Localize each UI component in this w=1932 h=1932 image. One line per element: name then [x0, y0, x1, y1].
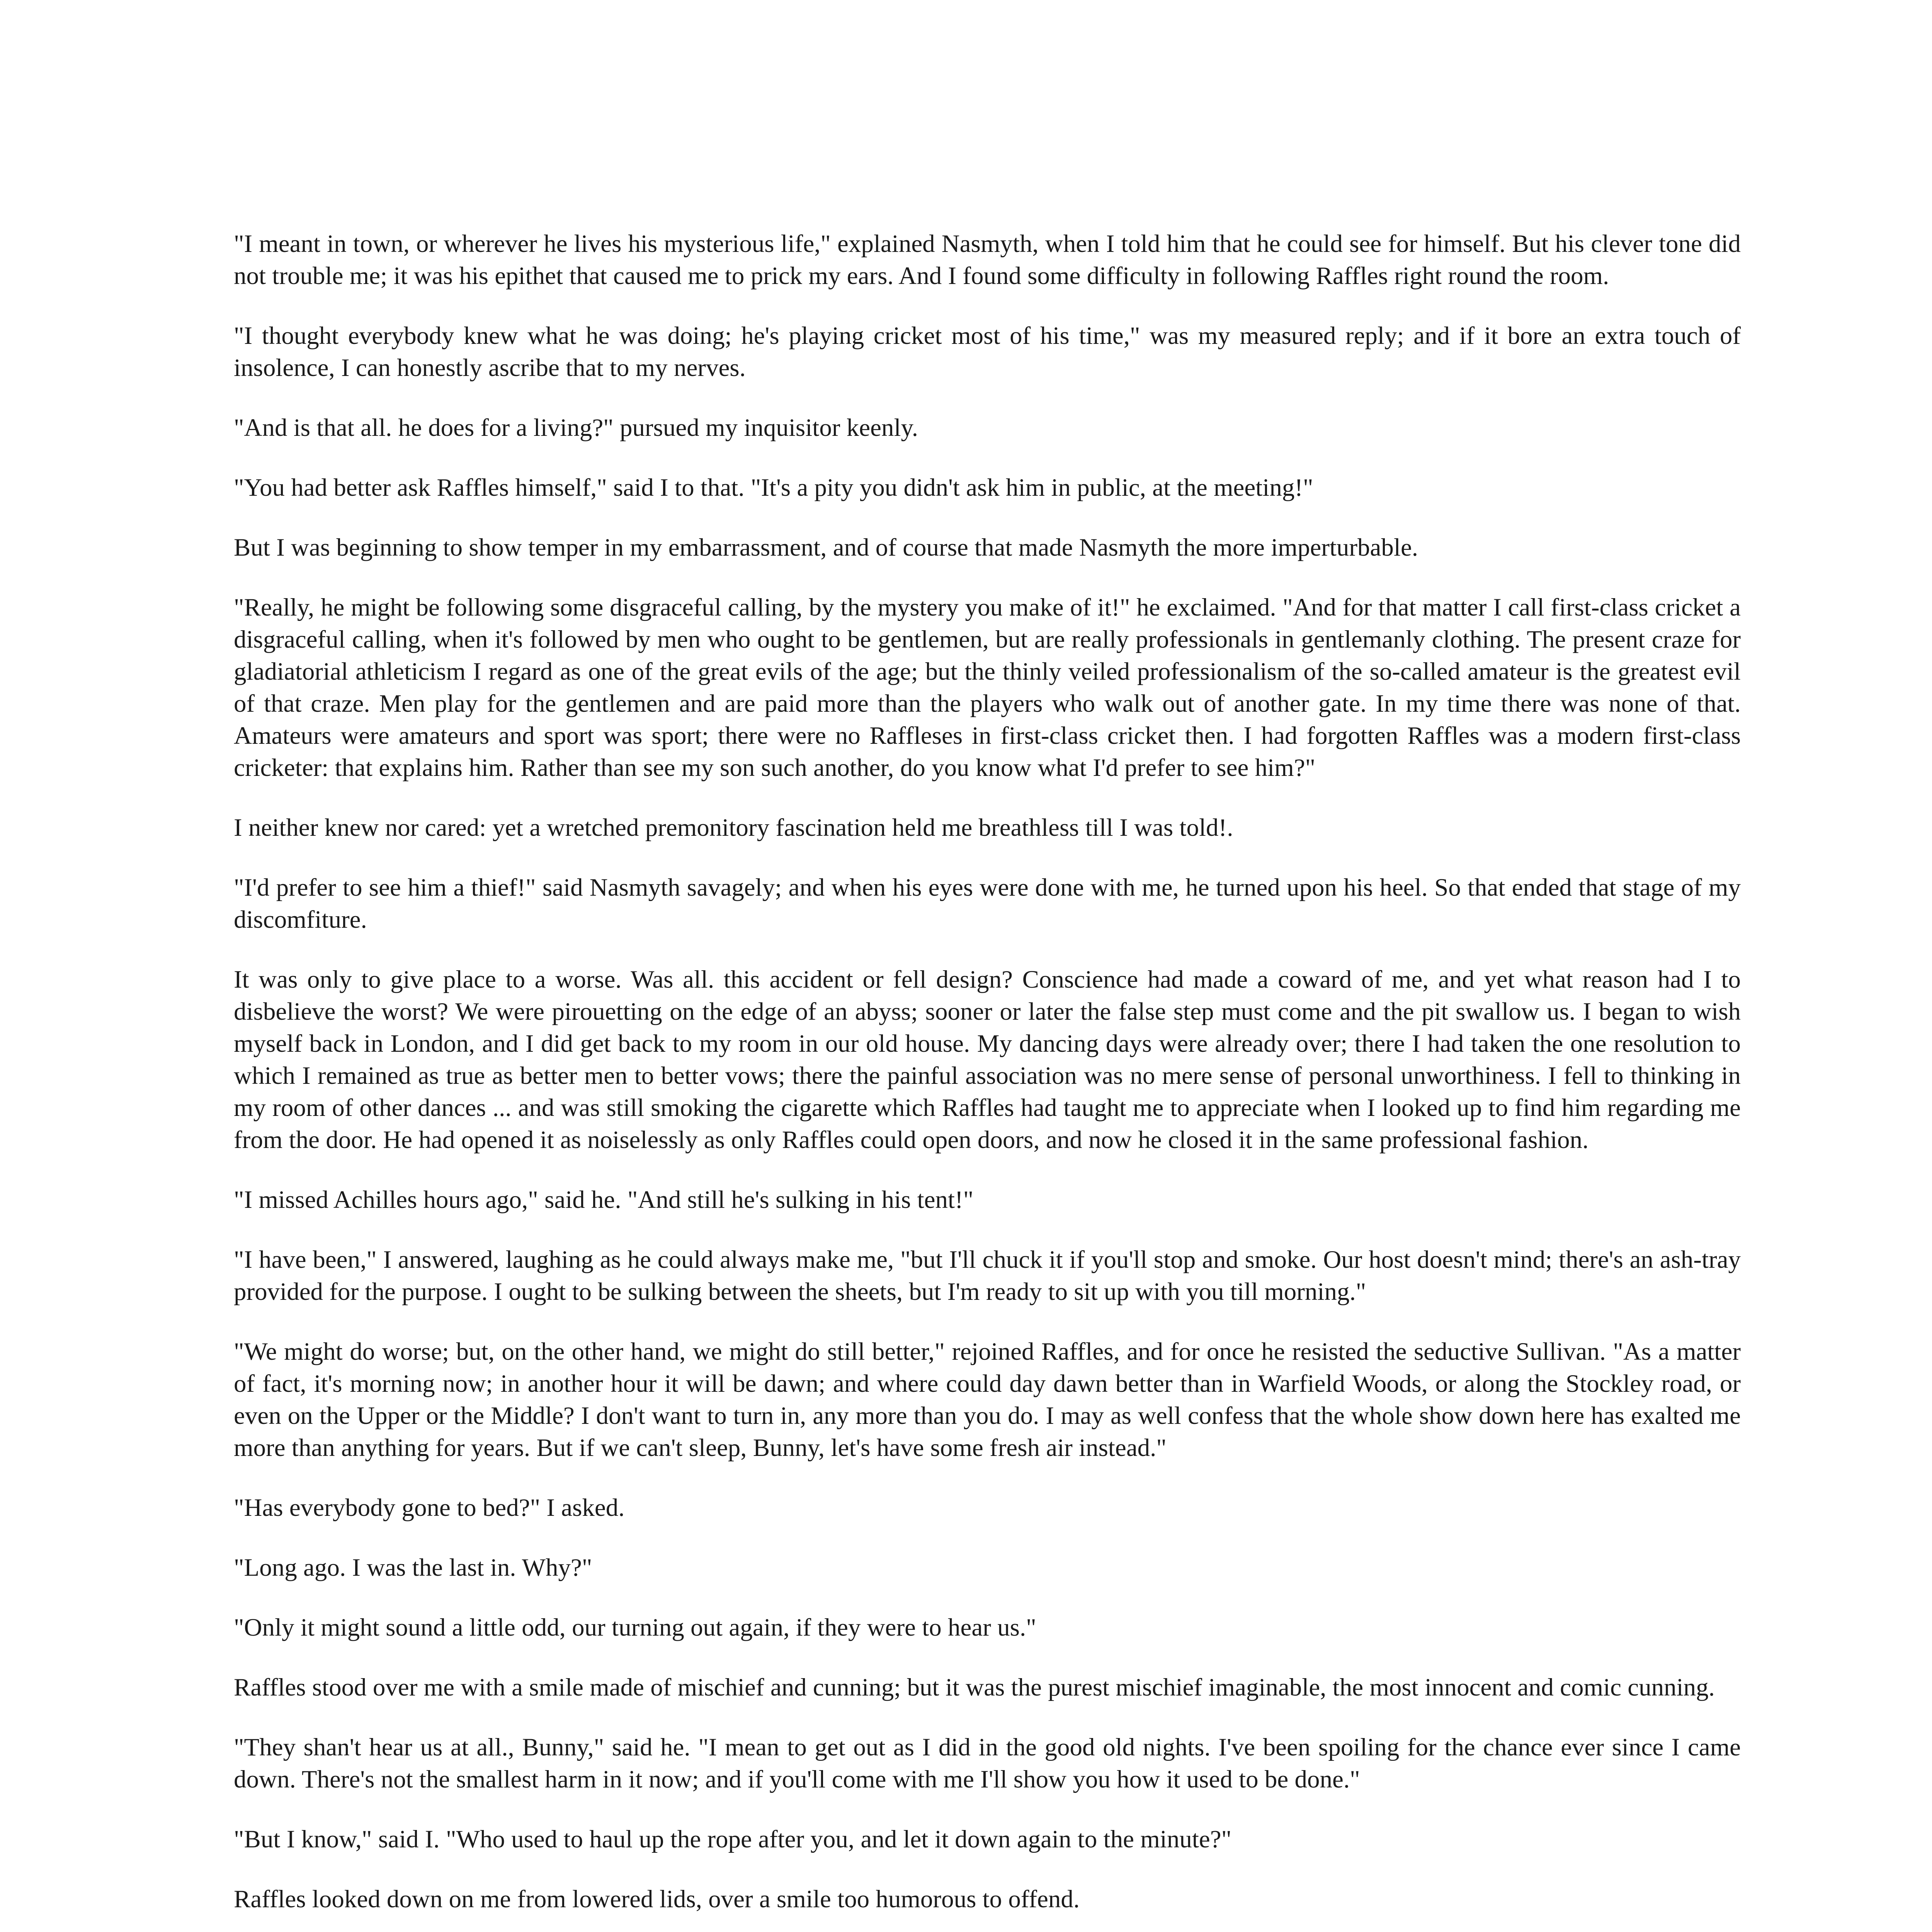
- paragraph: It was only to give place to a worse. Was all. this accident or fell design? Conscience had made a coward of me, and yet what reason had I to disbelieve the worst? We were pirouetting on the edge of an abyss; sooner or later the false step must come and the pit swallow us. I began to wish myself back in London, and I did get back to my room in our old house. My dancing days were already over; there I had taken the one resolution to which I remained as true as better men to better vows; there the painful association was no mere sense of personal unworthiness. I fell to thinking in my room of other dances ... and was still smoking the cigarette which Raffles had taught me to appreciate when I looked up to find him regarding me from the door. He had opened it as noiselessly as only Raffles could open doors, and now he closed it in the same professional fashion.: [234, 966, 1741, 1154]
- paragraph: Raffles stood over me with a smile made of mischief and cunning; but it was the purest mischief imaginable, the most innocent and comic cunning.: [234, 1673, 1715, 1701]
- paragraph: "Only it might sound a little odd, our turning out again, if they were to hear us.": [234, 1614, 1036, 1641]
- paragraph: "I missed Achilles hours ago," said he. "And still he's sulking in his tent!": [234, 1186, 974, 1214]
- paragraph: I neither knew nor cared: yet a wretched premonitory fascination held me breathless till I was told!.: [234, 814, 1233, 842]
- paragraph: "I have been," I answered, laughing as he could always make me, "but I'll chuck it if you'll stop and smoke. Our host doesn't mind; there's an ash-tray provided for the purpose. I ought to be sulking between the sheets, but I'm ready to sit up with you till morning.": [234, 1246, 1741, 1306]
- paragraph: "And is that all. he does for a living?" pursued my inquisitor keenly.: [234, 414, 918, 442]
- paragraph: "You had better ask Raffles himself," said I to that. "It's a pity you didn't ask him in public, at the meeting!": [234, 474, 1313, 502]
- body-text: [234, 228, 1741, 1932]
- paragraph: "Really, he might be following some disgraceful calling, by the mystery you make of it!" he exclaimed. "And for that matter I call first-class cricket a disgraceful calling, when it's followed by men who ought to be gentlemen, but are really professionals in gentlemanly clothing. The present craze for gladiatorial athleticism I regard as one of the great evils of the age; but the thinly veiled professionalism of the so-called amateur is the greatest evil of that craze. Men play for the gentlemen and are paid more than the players who walk out of another gate. In my time there was none of that. Amateurs were amateurs and sport was sport; there were no Raffleses in first-class cricket then. I had forgotten Raffles was a modern first-class cricketer: that explains him. Rather than see my son such another, do you know what I'd prefer to see him?": [234, 594, 1741, 782]
- paragraph: "They shan't hear us at all., Bunny," said he. "I mean to get out as I did in the good old nights. I've been spoiling for the chance ever since I came down. There's not the smallest harm in it now; and if you'll come with me I'll show you how it used to be done.": [234, 1733, 1741, 1793]
- paragraph: Raffles looked down on me from lowered lids, over a smile too humorous to offend.: [234, 1885, 1080, 1913]
- paragraph: "I'd prefer to see him a thief!" said Nasmyth savagely; and when his eyes were done with me, he turned upon his heel. So that ended that stage of my discomfiture.: [234, 874, 1741, 934]
- paragraph: But I was beginning to show temper in my embarrassment, and of course that made Nasmyth the more imperturbable.: [234, 534, 1418, 561]
- paragraph: "We might do worse; but, on the other hand, we might do still better," rejoined Raffles, and for once he resisted the seductive Sullivan. "As a matter of fact, it's morning now; in another hour it will be dawn; and where could day dawn better than in Warfield Woods, or along the Stockley road, or even on the Upper or the Middle? I don't want to turn in, any more than you do. I may as well confess that the whole show down here has exalted me more than anything for years. But if we can't sleep, Bunny, let's have some fresh air instead.": [234, 1338, 1741, 1462]
- paragraph: "Has everybody gone to bed?" I asked.: [234, 1494, 625, 1522]
- paragraph: "I meant in town, or wherever he lives his mysterious life," explained Nasmyth, when I told him that he could see for himself. But his clever tone did not trouble me; it was his epithet that caused me to prick my ears. And I found some difficulty in following Raffles right round the room.: [234, 230, 1741, 290]
- paragraph: "But I know," said I. "Who used to haul up the rope after you, and let it down again to the minute?": [234, 1825, 1232, 1853]
- paragraph: "I thought everybody knew what he was doing; he's playing cricket most of his time," was my measured reply; and if it bore an extra touch of insolence, I can honestly ascribe that to my nerves.: [234, 322, 1741, 382]
- paragraph: "Long ago. I was the last in. Why?": [234, 1554, 592, 1582]
